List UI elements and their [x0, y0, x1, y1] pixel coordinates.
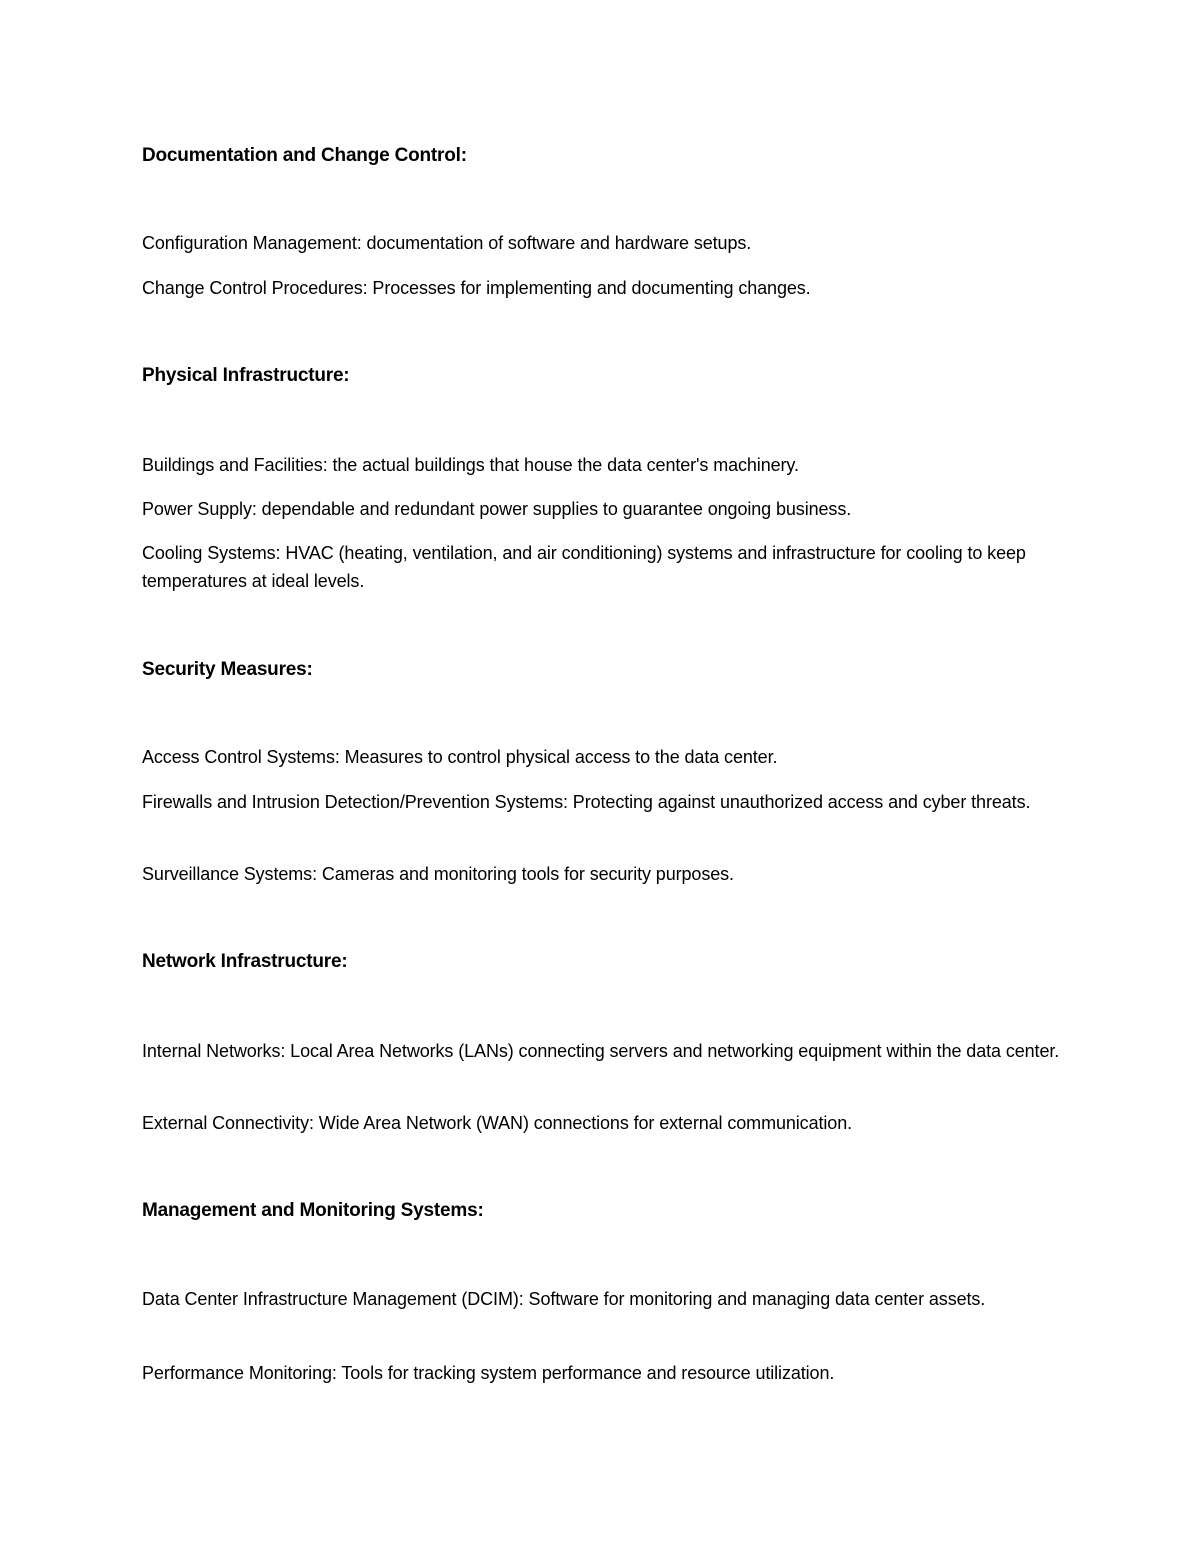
- paragraph-dcim: Data Center Infrastructure Management (DCIM): Software for monitoring and managing data center assets.: [142, 1289, 986, 1309]
- paragraph-change-control-procedures: Change Control Procedures: Processes for implementing and documenting changes.: [142, 278, 811, 298]
- section-heading-physical-infrastructure: Physical Infrastructure:: [142, 365, 350, 386]
- section-heading-documentation: Documentation and Change Control:: [142, 145, 467, 166]
- paragraph-surveillance: Surveillance Systems: Cameras and monitoring tools for security purposes.: [142, 864, 734, 884]
- paragraph-cooling-systems: Cooling Systems: HVAC (heating, ventilation, and air conditioning) systems and infrastructure for cooling to keep temperatures at ideal levels.: [142, 543, 1026, 591]
- paragraph-power-supply: Power Supply: dependable and redundant power supplies to guarantee ongoing business.: [142, 499, 852, 519]
- paragraph-access-control: Access Control Systems: Measures to control physical access to the data center.: [142, 747, 778, 767]
- section-heading-security-measures: Security Measures:: [142, 659, 313, 680]
- paragraph-performance-monitoring: Performance Monitoring: Tools for tracking system performance and resource utilization.: [142, 1363, 835, 1383]
- paragraph-firewalls: Firewalls and Intrusion Detection/Prevention Systems: Protecting against unauthorized access and cyber threats.: [142, 792, 1031, 812]
- paragraph-buildings-facilities: Buildings and Facilities: the actual buildings that house the data center's machinery.: [142, 455, 799, 475]
- section-heading-management-monitoring: Management and Monitoring Systems:: [142, 1200, 484, 1221]
- section-heading-network-infrastructure: Network Infrastructure:: [142, 951, 348, 972]
- paragraph-configuration-management: Configuration Management: documentation of software and hardware setups.: [142, 233, 752, 253]
- paragraph-internal-networks: Internal Networks: Local Area Networks (LANs) connecting servers and networking equipment within the data center.: [142, 1041, 1060, 1061]
- paragraph-external-connectivity: External Connectivity: Wide Area Network (WAN) connections for external communication.: [142, 1113, 853, 1133]
